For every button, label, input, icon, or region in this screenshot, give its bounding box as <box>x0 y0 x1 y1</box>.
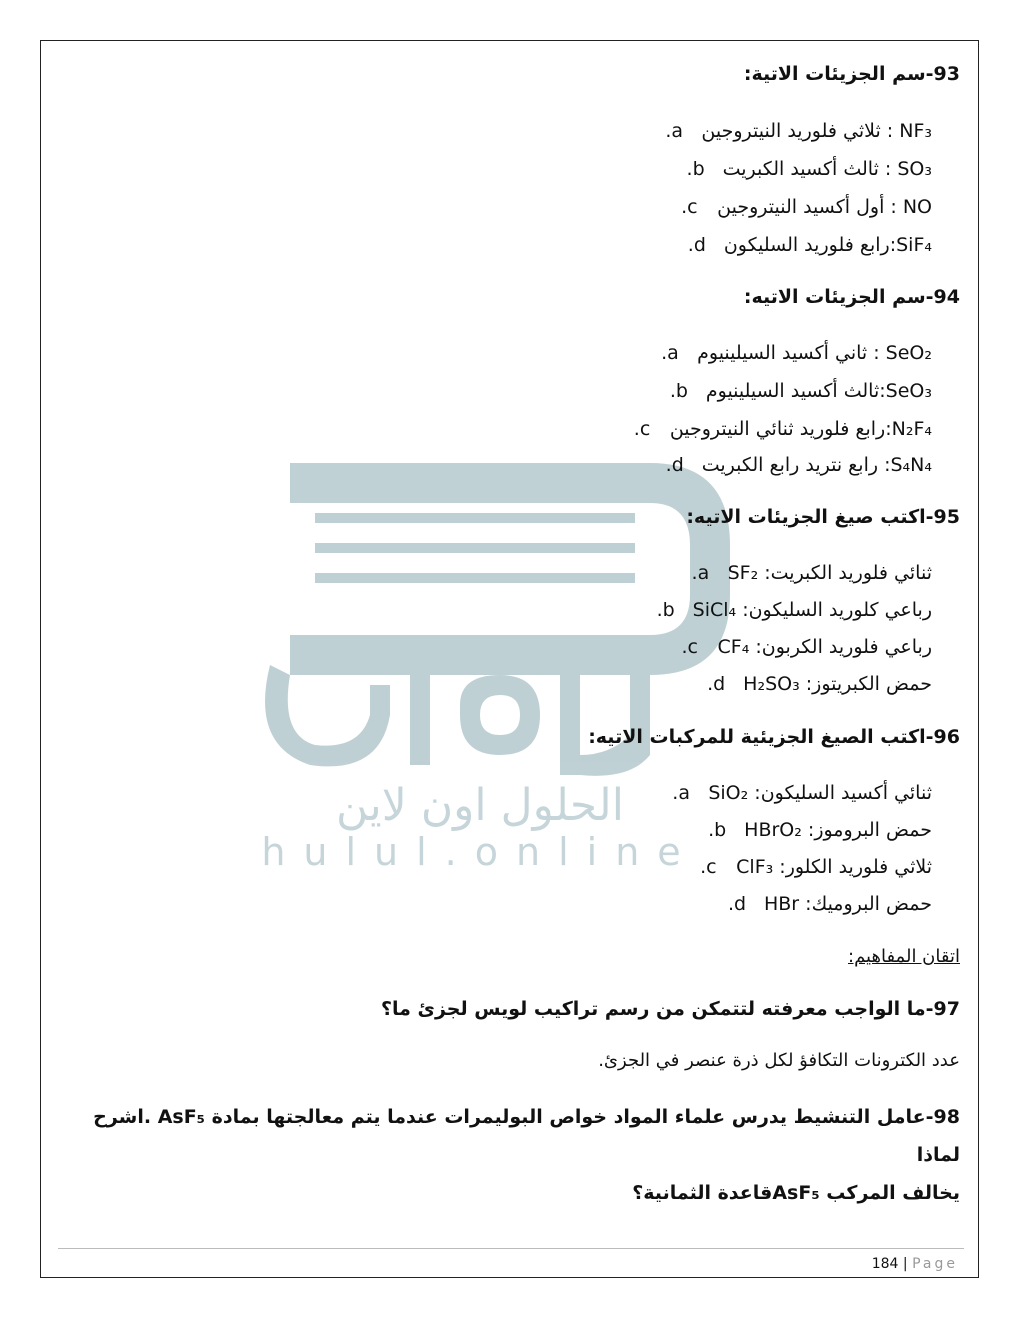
q94-item-b: SeO₃:ثالث أكسيد السيلينيوم b. <box>669 380 932 402</box>
q93-item-d: SiF₄:رابع فلوريد السليكون d. <box>687 234 932 256</box>
question-93-heading: 93-سم الجزيئات الاتية: <box>743 63 960 85</box>
q94-item-a: SeO₂ : ثاني أكسيد السيلينيوم a. <box>661 342 932 364</box>
q96-item-c: ثلاثي فلوريد الكلور: ClF₃ c. <box>700 856 932 878</box>
q93-item-c: NO : أول أكسيد النيتروجين c. <box>681 196 932 218</box>
page-label: Page <box>912 1256 958 1272</box>
question-94-heading: 94-سم الجزيئات الاتيه: <box>743 286 960 308</box>
mastering-concepts-heading: اتقان المفاهيم: <box>848 946 960 967</box>
q95-item-b: رباعي كلوريد السليكون: SiCl₄ b. <box>656 599 932 621</box>
question-98-line-2: يخالف المركب AsF₅قاعدة الثمانية؟ <box>632 1182 960 1204</box>
question-96-heading: 96-اكتب الصيغ الجزيئية للمركبات الاتيه: <box>588 726 960 748</box>
question-98-line-1: 98-عامل التنشيط يدرس علماء المواد خواص البوليمرات عندما يتم معالجتها بمادة AsF₅ .اشرح لماذا <box>93 1106 960 1166</box>
footer-divider <box>58 1248 964 1249</box>
question-97: 97-ما الواجب معرفته لتتمكن من رسم تراكيب لويس لجزئ ما؟ <box>381 998 960 1020</box>
q96-item-b: حمض البروموز: HBrO₂ b. <box>708 819 932 841</box>
q95-item-d: حمض الكبريتوز: H₂SO₃ d. <box>707 673 932 695</box>
q96-item-a: ثنائي أكسيد السليكون: SiO₂ a. <box>672 782 932 804</box>
question-97-answer: عدد الكترونات التكافؤ لكل ذرة عنصر في الجزئ. <box>598 1050 960 1071</box>
q95-item-a: ثنائي فلوريد الكبريت: SF₂ a. <box>691 562 932 584</box>
q94-item-c: N₂F₄:رابع فلوريد ثنائي النيتروجين c. <box>633 418 932 440</box>
page-number: 184 <box>871 1256 899 1272</box>
question-98 <box>80 1098 960 1212</box>
q94-item-d: S₄N₄: رابع نتريد رابع الكبريت d. <box>665 454 932 476</box>
footer-separator: | <box>902 1256 908 1272</box>
watermark-latin-text: hulul.online <box>261 830 699 874</box>
q96-item-d: حمض البروميك: HBr d. <box>727 893 932 915</box>
q95-item-c: رباعي فلوريد الكربون: CF₄ c. <box>681 636 932 658</box>
q93-item-b: SO₃ : ثالث أكسيد الكبريت b. <box>686 158 932 180</box>
page-footer <box>872 1256 958 1272</box>
watermark-arabic-text: الحلول اون لاين <box>336 780 624 831</box>
hulul-watermark-logo <box>230 455 730 875</box>
question-95-heading: 95-اكتب صيغ الجزيئات الاتيه: <box>686 506 960 528</box>
q93-item-a: NF₃ : ثلاثي فلوريد النيتروجين a. <box>665 120 932 142</box>
